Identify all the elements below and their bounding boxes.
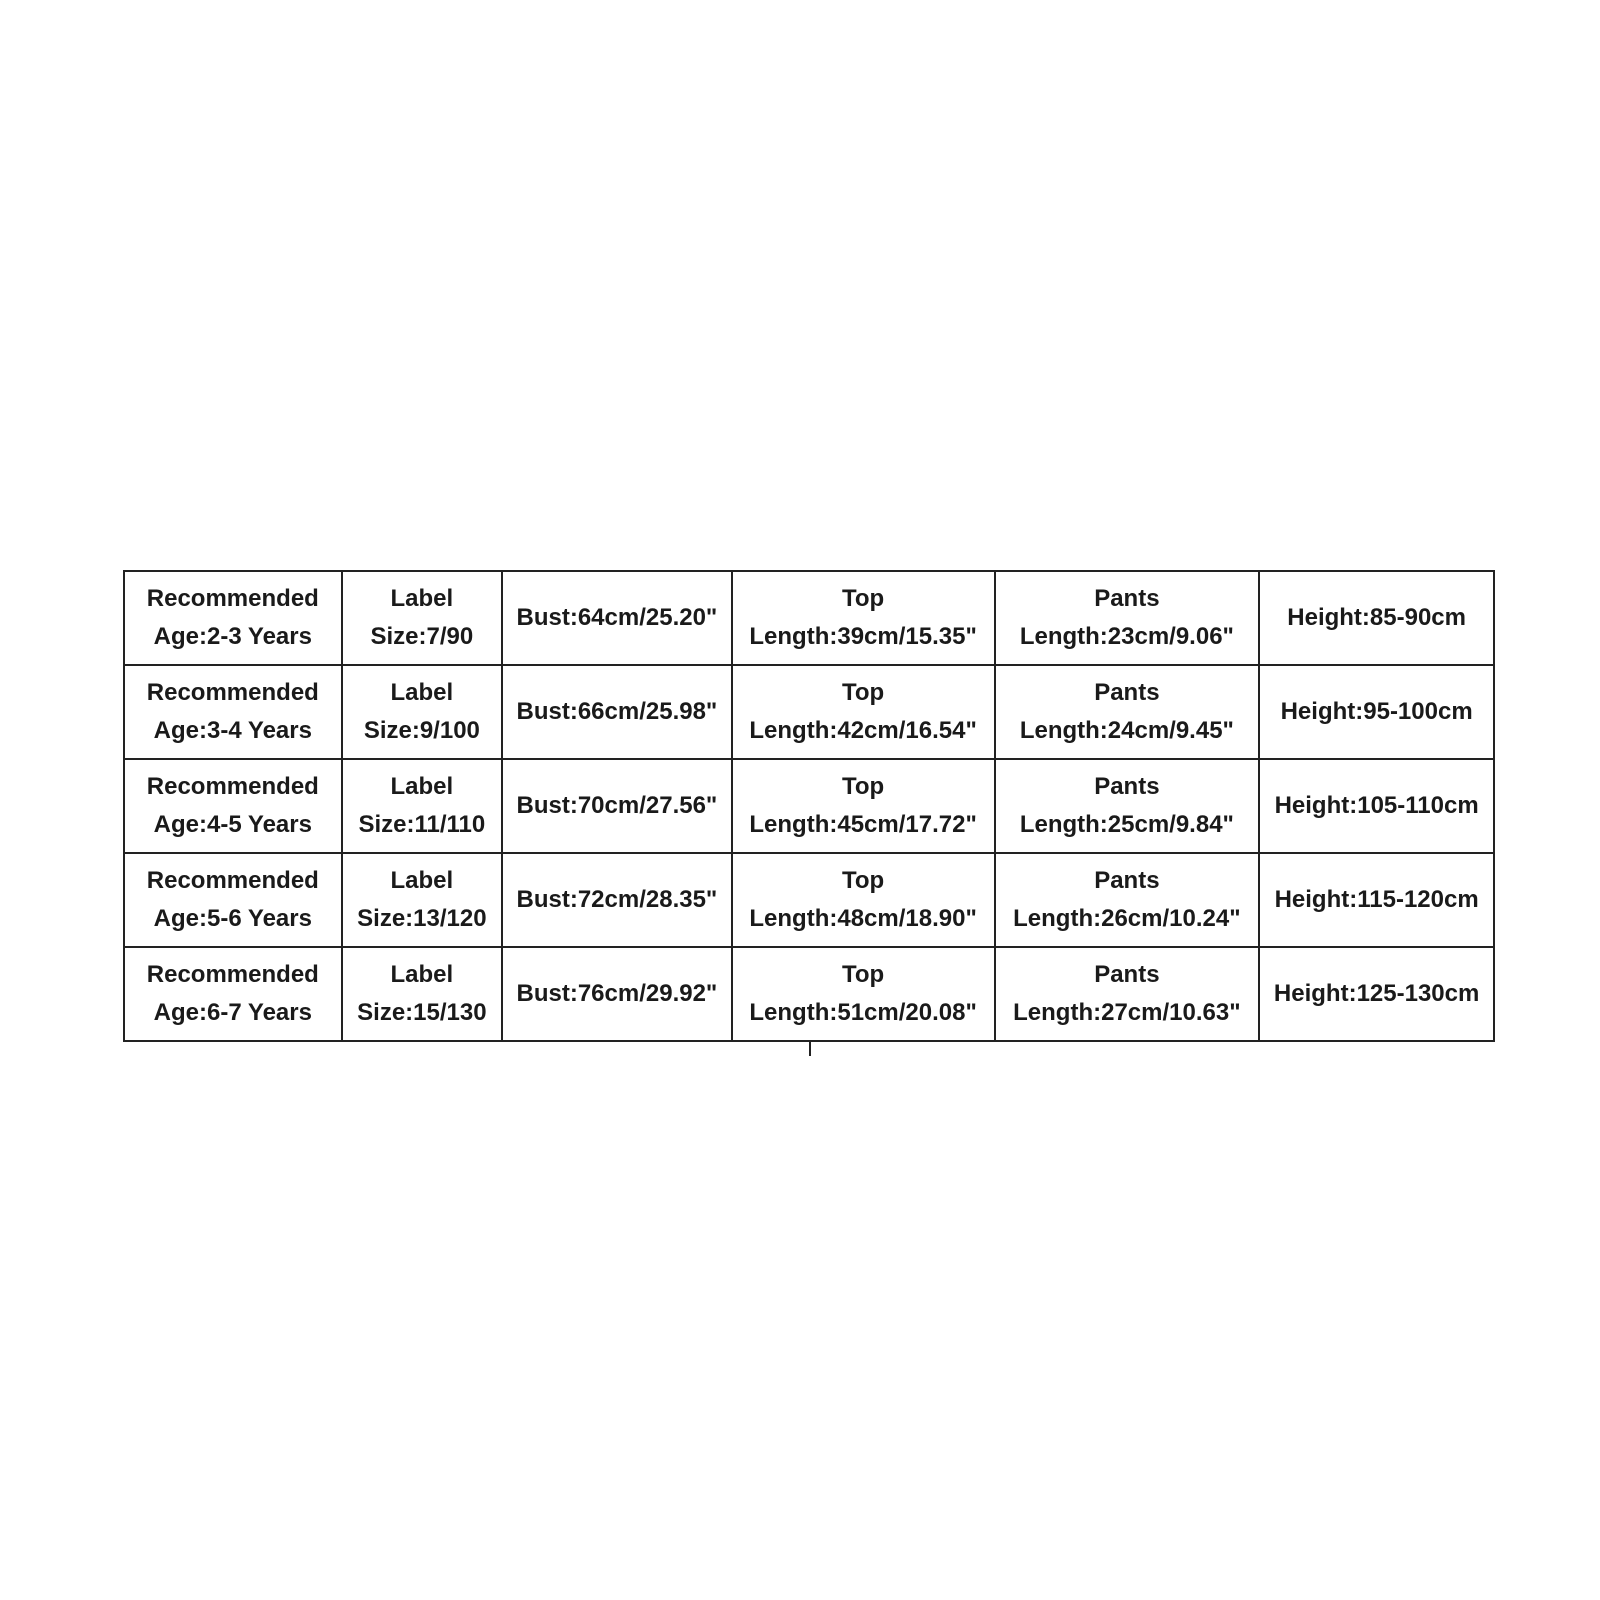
age-cell: Recommended Age:4-5 Years (124, 759, 342, 853)
table-row (124, 759, 1494, 853)
age-cell: Recommended Age:3-4 Years (124, 665, 342, 759)
top-length-cell: Top Length:51cm/20.08" (732, 947, 995, 1041)
size-chart-body (124, 571, 1494, 1041)
table-row (124, 947, 1494, 1041)
height-cell: Height:125-130cm (1259, 947, 1494, 1041)
bust-cell: Bust:66cm/25.98" (502, 665, 732, 759)
pants-length-cell: Pants Length:25cm/9.84" (995, 759, 1260, 853)
bust-cell: Bust:64cm/25.20" (502, 571, 732, 665)
height-cell: Height:95-100cm (1259, 665, 1494, 759)
divider-tick (809, 1042, 811, 1056)
top-length-cell: Top Length:42cm/16.54" (732, 665, 995, 759)
size-chart-table (123, 570, 1495, 1042)
pants-length-cell: Pants Length:24cm/9.45" (995, 665, 1260, 759)
label-size-cell: Label Size:13/120 (342, 853, 502, 947)
age-cell: Recommended Age:6-7 Years (124, 947, 342, 1041)
label-size-cell: Label Size:9/100 (342, 665, 502, 759)
top-length-cell: Top Length:39cm/15.35" (732, 571, 995, 665)
bust-cell: Bust:72cm/28.35" (502, 853, 732, 947)
age-cell: Recommended Age:2-3 Years (124, 571, 342, 665)
height-cell: Height:85-90cm (1259, 571, 1494, 665)
top-length-cell: Top Length:48cm/18.90" (732, 853, 995, 947)
bust-cell: Bust:70cm/27.56" (502, 759, 732, 853)
pants-length-cell: Pants Length:23cm/9.06" (995, 571, 1260, 665)
label-size-cell: Label Size:7/90 (342, 571, 502, 665)
label-size-cell: Label Size:11/110 (342, 759, 502, 853)
label-size-cell: Label Size:15/130 (342, 947, 502, 1041)
bust-cell: Bust:76cm/29.92" (502, 947, 732, 1041)
height-cell: Height:115-120cm (1259, 853, 1494, 947)
pants-length-cell: Pants Length:27cm/10.63" (995, 947, 1260, 1041)
pants-length-cell: Pants Length:26cm/10.24" (995, 853, 1260, 947)
table-row (124, 571, 1494, 665)
age-cell: Recommended Age:5-6 Years (124, 853, 342, 947)
height-cell: Height:105-110cm (1259, 759, 1494, 853)
table-row (124, 853, 1494, 947)
table-row (124, 665, 1494, 759)
top-length-cell: Top Length:45cm/17.72" (732, 759, 995, 853)
